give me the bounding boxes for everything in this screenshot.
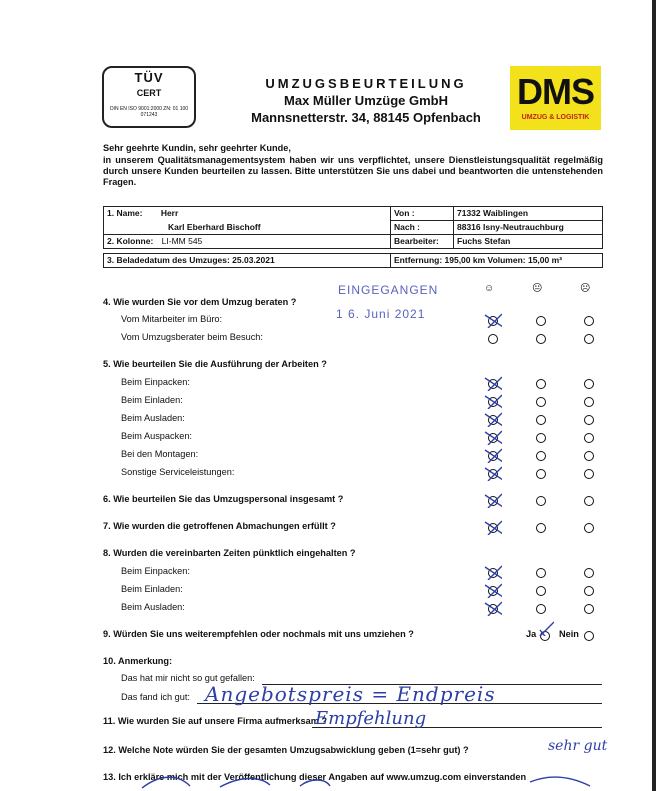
bearbeiter-label: Bearbeiter: xyxy=(391,235,454,249)
handwritten-cross-mark xyxy=(482,600,502,616)
greeting: Sehr geehrte Kundin, sehr geehrter Kunde, xyxy=(103,143,291,153)
kolonne-value: LI-MM 545 xyxy=(161,236,203,246)
nach-label: Nach : xyxy=(391,221,454,235)
rating-circle[interactable] xyxy=(584,523,594,533)
question-5f: Sonstige Serviceleistungen: xyxy=(121,467,235,477)
rating-circle[interactable] xyxy=(584,397,594,407)
question-11: 11. Wie wurden Sie auf unsere Firma aufmerksam ? xyxy=(103,716,328,726)
rating-circle[interactable] xyxy=(536,568,546,578)
nach-value: 88316 Isny-Neutrauchburg xyxy=(454,221,603,235)
rating-circle[interactable] xyxy=(584,568,594,578)
question-8: 8. Wurden die vereinbarten Zeiten pünktlich eingehalten ? xyxy=(103,548,356,558)
kolonne-label: 2. Kolonne: xyxy=(107,236,154,246)
name-cell xyxy=(104,207,391,221)
question-4: 4. Wie wurden Sie vor dem Umzug beraten ? xyxy=(103,297,297,307)
cert-number: DIN EN ISO 9001:2000 ZN: 01 100 071243 xyxy=(109,106,189,118)
rating-circle[interactable] xyxy=(536,604,546,614)
document-header xyxy=(226,76,506,125)
tuv-text: TÜV xyxy=(134,70,164,85)
handwritten-cross-mark xyxy=(482,465,502,481)
von-value: 71332 Waiblingen xyxy=(454,207,603,221)
handwritten-cross-mark xyxy=(482,393,502,409)
question-4a: Vom Mitarbeiter im Büro: xyxy=(121,314,223,324)
rating-circle[interactable] xyxy=(536,523,546,533)
beladedatum: 3. Beladedatum des Umzuges: 25.03.2021 xyxy=(104,254,391,268)
smiley-neutral-icon: 😐 xyxy=(532,283,543,294)
rating-circle[interactable] xyxy=(536,415,546,425)
handwritten-cross-mark xyxy=(482,519,502,535)
handwritten-cross-mark xyxy=(482,447,502,463)
question-6: 6. Wie beurteilen Sie das Umzugspersonal insgesamt ? xyxy=(103,494,344,504)
customer-name: Karl Eberhard Bischoff xyxy=(104,221,391,235)
cert-text: CERT xyxy=(136,88,162,98)
right-border xyxy=(652,0,656,791)
rating-circle[interactable] xyxy=(584,496,594,506)
salutation: Herr xyxy=(160,208,179,218)
question-9-nein: Nein xyxy=(559,629,579,639)
handwritten-answer-10b: Angebotspreis = Endpreis xyxy=(205,682,496,706)
rating-circle[interactable] xyxy=(536,496,546,506)
rating-circle[interactable] xyxy=(584,433,594,443)
question-13: 13. Ich erkläre mich mit der Veröffentlichung dieser Angaben auf www.umzug.com einverstanden xyxy=(103,772,527,782)
handwritten-cross-mark xyxy=(482,564,502,580)
handwritten-answer-12: sehr gut xyxy=(548,738,608,754)
rating-circle[interactable] xyxy=(536,469,546,479)
rating-circle[interactable] xyxy=(536,433,546,443)
question-8a: Beim Einpacken: xyxy=(121,566,190,576)
rating-circle[interactable] xyxy=(584,451,594,461)
received-stamp: EINGEGANGEN xyxy=(338,283,439,297)
rating-circle[interactable] xyxy=(536,316,546,326)
customer-info-table xyxy=(103,206,603,268)
handwritten-cross-mark xyxy=(482,375,502,391)
rating-circle[interactable] xyxy=(536,451,546,461)
handwritten-cross-mark xyxy=(482,492,502,508)
handwritten-cross-mark xyxy=(482,582,502,598)
rating-circle[interactable] xyxy=(584,379,594,389)
handwritten-cross-mark xyxy=(482,429,502,445)
rating-circle[interactable] xyxy=(584,334,594,344)
handwritten-cross-mark xyxy=(534,620,554,636)
bearbeiter-value: Fuchs Stefan xyxy=(454,235,603,249)
rating-circle[interactable] xyxy=(536,586,546,596)
tuv-cert-logo xyxy=(102,66,196,128)
question-9: 9. Würden Sie uns weiterempfehlen oder nochmals mit uns umziehen ? xyxy=(103,629,414,639)
von-label: Von : xyxy=(391,207,454,221)
nein-circle[interactable] xyxy=(584,631,594,641)
kolonne-cell xyxy=(104,235,391,249)
question-10a: Das hat mir nicht so gut gefallen: xyxy=(121,673,255,683)
handwritten-signature xyxy=(130,770,610,791)
question-8b: Beim Einladen: xyxy=(121,584,183,594)
company-address: Mannsnetterstr. 34, 88145 Opfenbach xyxy=(251,110,481,125)
document-title: UMZUGSBEURTEILUNG xyxy=(265,76,467,91)
rating-circle[interactable] xyxy=(536,379,546,389)
rating-circle[interactable] xyxy=(488,334,498,344)
question-8c: Beim Ausladen: xyxy=(121,602,185,612)
question-5e: Bei den Montagen: xyxy=(121,449,199,459)
entfernung-volumen: Entfernung: 195,00 km Volumen: 15,00 m³ xyxy=(391,254,603,268)
handwritten-answer-11: Empfehlung xyxy=(315,708,427,729)
dms-tagline: UMZUG & LOGISTIK xyxy=(521,114,590,121)
intro-text: in unserem Qualitätsmanagementsystem haben wir uns verpflichtet, unsere Dienstleistungsqualität regelmäßig durch unsere Kunden beurteilen zu lassen. Bitte unterstützen Sie uns dabei und beantworten die untenstehenden Fragen. xyxy=(103,155,603,187)
question-5b: Beim Einladen: xyxy=(121,395,183,405)
smiley-happy-icon: ☺ xyxy=(484,283,495,294)
smiley-sad-icon: ☹ xyxy=(580,283,591,294)
rating-circle[interactable] xyxy=(536,397,546,407)
question-10: 10. Anmerkung: xyxy=(103,656,173,666)
rating-circle[interactable] xyxy=(584,469,594,479)
question-12: 12. Welche Note würden Sie der gesamten Umzugsabwicklung geben (1=sehr gut) ? xyxy=(103,745,469,755)
question-4b: Vom Umzugsberater beim Besuch: xyxy=(121,332,263,342)
rating-circle[interactable] xyxy=(584,586,594,596)
company-name: Max Müller Umzüge GmbH xyxy=(284,93,448,108)
dms-logo xyxy=(510,66,601,130)
rating-circle[interactable] xyxy=(584,604,594,614)
rating-circle[interactable] xyxy=(584,316,594,326)
handwritten-cross-mark xyxy=(482,411,502,427)
dms-logo-text: DMS xyxy=(517,71,594,112)
handwritten-cross-mark xyxy=(482,312,502,328)
question-5a: Beim Einpacken: xyxy=(121,377,190,387)
question-9-ja: Ja xyxy=(526,629,537,639)
question-7: 7. Wie wurden die getroffenen Abmachungen erfüllt ? xyxy=(103,521,336,531)
received-stamp-date: 1 6. Juni 2021 xyxy=(336,307,426,321)
question-10b: Das fand ich gut: xyxy=(121,692,190,702)
name-label: 1. Name: xyxy=(107,208,143,218)
question-5: 5. Wie beurteilen Sie die Ausführung der Arbeiten ? xyxy=(103,359,327,369)
question-5c: Beim Ausladen: xyxy=(121,413,185,423)
question-5d: Beim Auspacken: xyxy=(121,431,192,441)
rating-circle[interactable] xyxy=(536,334,546,344)
rating-circle[interactable] xyxy=(584,415,594,425)
